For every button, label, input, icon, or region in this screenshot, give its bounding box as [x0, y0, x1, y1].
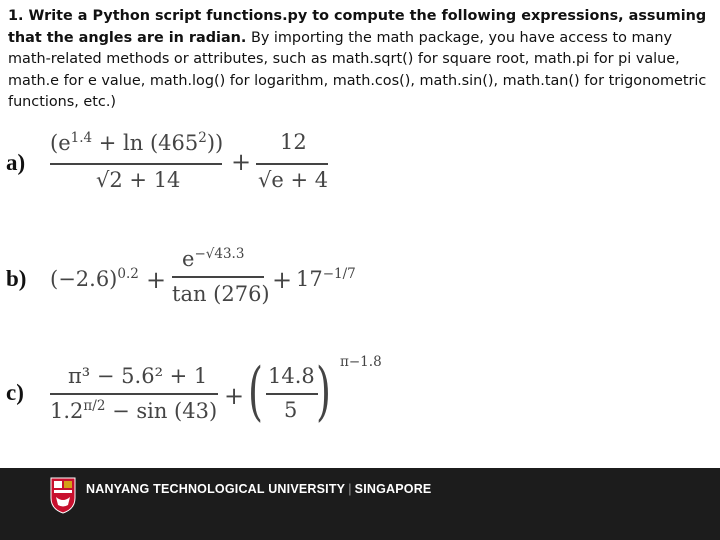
problem-c-expression: [50, 352, 390, 432]
a-fraction1-numerator: $(e^{1.4} + \ln (465^2))$: [50, 130, 224, 155]
a-plus-sign: +: [231, 148, 252, 176]
problem-a-expression: [50, 128, 350, 198]
c-fraction1-numerator: π³ − 5.6² + 1: [68, 364, 208, 388]
c-paren-fraction-denominator: 5: [284, 398, 298, 422]
a-fraction2-denominator: √e + 4: [258, 168, 329, 192]
a-fraction2-bar: [256, 163, 328, 165]
instruction-body: By importing the math package, you have access to many math-related methods or attributes, such as math.sqrt() for square root, math.pi for pi value, math.e for e value, math.log() for logarithm, math.cos(), math.sin(), math.tan() for trigonometric functions, etc.): [8, 29, 707, 110]
footer-bar: [0, 468, 720, 540]
ntu-crest-icon: [50, 476, 76, 514]
c-fraction1-denominator: $1.2^{\pi/2} - \sin (43)$: [50, 398, 218, 423]
instruction-text: [8, 6, 712, 114]
b-fraction-denominator: tan (276): [172, 282, 270, 306]
a-fraction1-bar: [50, 163, 222, 165]
footer-university-name: NANYANG TECHNOLOGICAL UNIVERSITY | SINGAPORE: [86, 482, 432, 496]
c-paren-exponent: π−1.8: [340, 354, 382, 370]
problem-b-expression: [50, 238, 390, 312]
c-paren-fraction-bar: [266, 393, 318, 395]
c-fraction1-bar: [50, 393, 218, 395]
b-power-term: $(-2.6)^{0.2}$: [50, 266, 139, 291]
problem-a-label: a): [6, 150, 26, 175]
a-fraction1-denominator: √2 + 14: [96, 168, 181, 192]
a-fraction2-numerator: 12: [280, 130, 307, 154]
b-fraction-bar: [172, 276, 264, 278]
c-plus-sign: +: [224, 382, 245, 410]
c-right-paren: ): [316, 355, 331, 429]
problem-b-label: b): [6, 266, 27, 291]
c-paren-fraction-numerator: 14.8: [268, 364, 315, 388]
problem-c-label: c): [6, 380, 24, 405]
b-tail-term: $17^{-1/7}$: [296, 266, 356, 291]
b-plus-sign-2: +: [272, 266, 293, 294]
b-plus-sign-1: +: [146, 266, 167, 294]
b-fraction-numerator: $e^{-√43.3}$: [182, 246, 245, 271]
instruction-bold: 1. Write a Python script functions.py to compute the following expressions, assuming that the angles are in radian.: [8, 8, 707, 46]
c-left-paren: (: [248, 355, 263, 429]
